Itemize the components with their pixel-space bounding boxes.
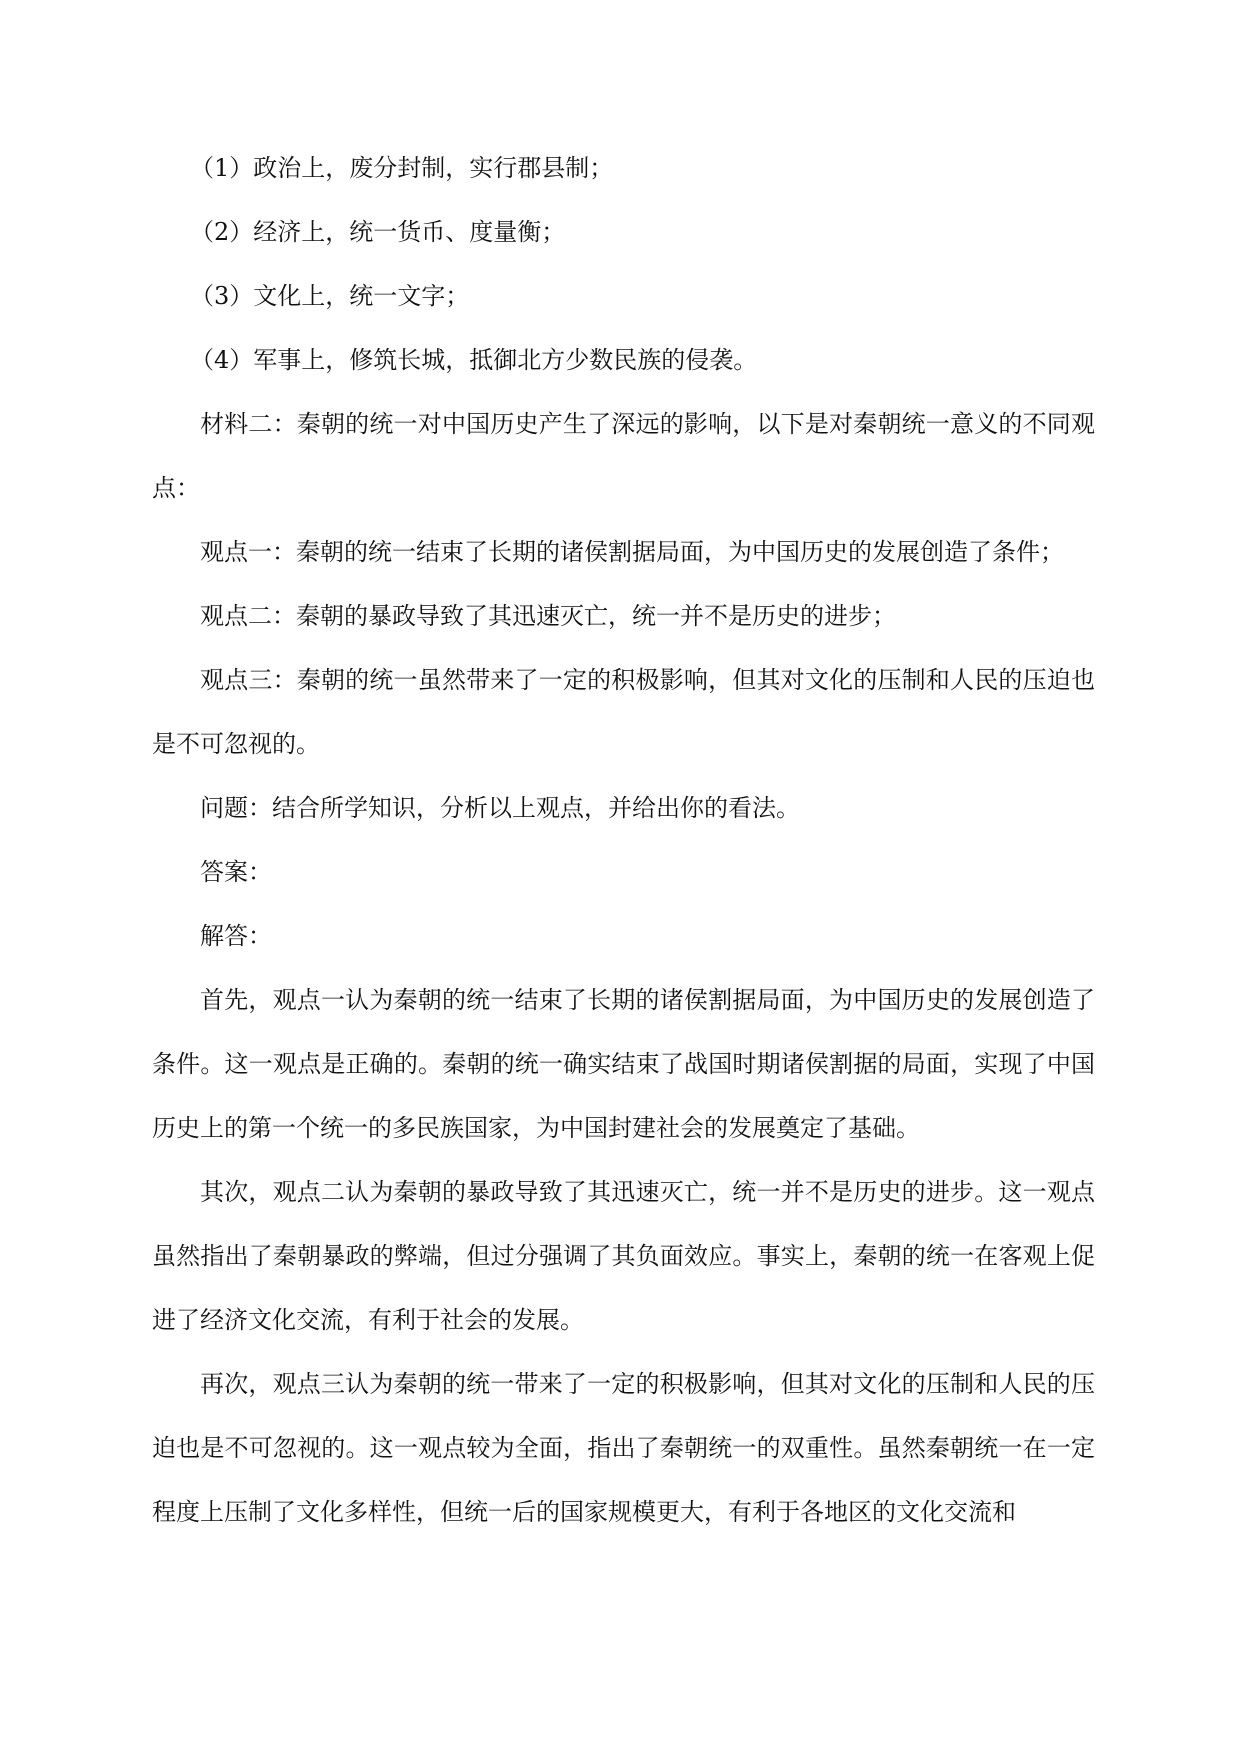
answer-label: 答案： — [200, 858, 272, 886]
analysis-second: 其次，观点二认为秦朝的暴政导致了其迅速灭亡，统一并不是历史的进步。这一观点虽然指出了秦朝暴政的弊端，但过分强调了其负面效应。事实上，秦朝的统一在客观上促进了经济文化交流，有利于社会的发展。 — [152, 1178, 1095, 1334]
viewpoint-three: 观点三：秦朝的统一虽然带来了一定的积极影响，但其对文化的压制和人民的压迫也是不可忽视的。 — [152, 666, 1095, 758]
measure-economy: （2）经济上，统一货币、度量衡； — [190, 218, 566, 246]
document-body — [152, 136, 1095, 1544]
analysis-first: 首先，观点一认为秦朝的统一结束了长期的诸侯割据局面，为中国历史的发展创造了条件。这一观点是正确的。秦朝的统一确实结束了战国时期诸侯割据的局面，实现了中国历史上的第一个统一的多民族国家，为中国封建社会的发展奠定了基础。 — [152, 986, 1095, 1142]
measure-military: （4）军事上，修筑长城，抵御北方少数民族的侵袭。 — [190, 346, 758, 374]
measure-culture: （3）文化上，统一文字； — [190, 282, 470, 310]
material-two: 材料二：秦朝的统一对中国历史产生了深远的影响，以下是对秦朝统一意义的不同观点： — [152, 410, 1095, 502]
analysis-third: 再次，观点三认为秦朝的统一带来了一定的积极影响，但其对文化的压制和人民的压迫也是不可忽视的。这一观点较为全面，指出了秦朝统一的双重性。虽然秦朝统一在一定程度上压制了文化多样性，但统一后的国家规模更大，有利于各地区的文化交流和 — [152, 1370, 1095, 1526]
viewpoint-one: 观点一：秦朝的统一结束了长期的诸侯割据局面，为中国历史的发展创造了条件； — [200, 538, 1064, 566]
viewpoint-two: 观点二：秦朝的暴政导致了其迅速灭亡，统一并不是历史的进步； — [200, 602, 896, 630]
question: 问题：结合所学知识，分析以上观点，并给出你的看法。 — [200, 794, 800, 822]
measure-politics: （1）政治上，废分封制，实行郡县制； — [190, 154, 614, 182]
solution-label: 解答： — [200, 922, 272, 950]
